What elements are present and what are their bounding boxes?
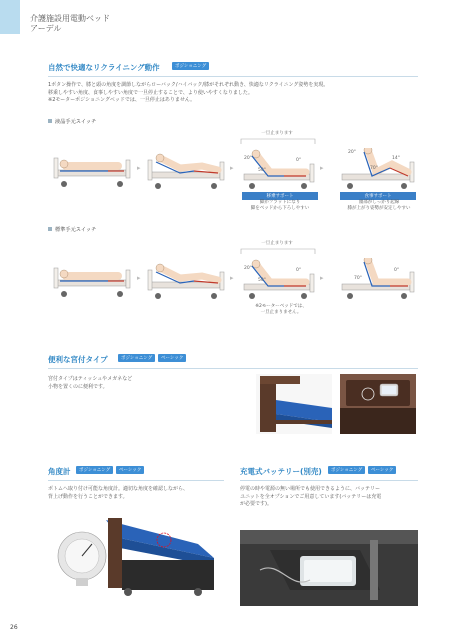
- angle-meter-desc-line-2: 背上げ動作を行うことができます。: [48, 493, 128, 500]
- angle-label: 14°: [392, 156, 400, 161]
- angle-meter-divider: [48, 480, 224, 481]
- angle-label: 0°: [394, 268, 400, 273]
- miyadai-bed-photo: [256, 374, 332, 434]
- angle-meter-description: [48, 486, 228, 501]
- angle-label: 20°: [244, 266, 252, 271]
- angle-label: 50°: [258, 278, 266, 283]
- standard-pause-bracket: [240, 248, 316, 254]
- angle-label: 70°: [354, 276, 362, 281]
- header-subtitle: アーデル: [30, 24, 62, 33]
- standard-switch-heading: [48, 226, 96, 233]
- transfer-support-badge: 移乗サポート: [242, 192, 318, 200]
- battery-photo: [240, 530, 418, 606]
- battery-section-title: 充電式バッテリー(別売): [240, 467, 322, 476]
- liquid-switch-heading: [48, 118, 96, 125]
- recline-divider: [48, 76, 418, 77]
- standard-pause-note: 一旦止まります: [261, 241, 293, 246]
- battery-desc-line-2: ユニットを全オプションでご用意しています(バッテリーは充電: [240, 493, 382, 500]
- angle-label: 0°: [296, 158, 302, 163]
- miyadai-tag-positioning: ポジショニング: [118, 354, 155, 362]
- transfer-caption-line-1: 脚がフラットになり: [259, 200, 301, 205]
- meal-caption-line-2: 膝が上がり姿勢が安定しやすい: [347, 206, 411, 211]
- recline-description: [48, 82, 433, 105]
- miyadai-desc-line-2: 小物を置くのに便利です。: [48, 383, 108, 390]
- angle-label: 20°: [348, 150, 356, 155]
- battery-divider: [240, 480, 418, 481]
- angle-meter-photo: [48, 508, 218, 604]
- arrow-right-icon: ▸: [320, 164, 324, 172]
- angle-meter-section-title: 角度計: [48, 467, 71, 476]
- battery-tag-positioning: ポジショニング: [328, 466, 365, 474]
- transfer-caption-line-2: 脚をベッドから下ろしやすい: [250, 206, 310, 211]
- miyadai-description: [48, 376, 228, 391]
- battery-description: [240, 486, 420, 509]
- transfer-support-caption: [236, 200, 324, 212]
- angle-label: 50°: [258, 168, 266, 173]
- recline-section-title: 自然で快適なリクライニング動作: [48, 63, 160, 72]
- miyadai-desc-line-1: 宮付タイプはティッシュやメガネなど: [48, 376, 133, 382]
- bed-illustration-pause-liquid: [240, 148, 318, 190]
- angle-label: 0°: [296, 268, 302, 273]
- meal-caption-line-1: 頭部がしっかり起線: [358, 200, 400, 205]
- arrow-right-icon: ▸: [137, 164, 141, 172]
- meal-support-caption: [332, 200, 426, 212]
- bed-illustration-final-standard: [338, 258, 418, 300]
- angle-meter-tag-positioning: ポジショニング: [76, 466, 113, 474]
- bed-illustration-back-raised: [146, 258, 228, 300]
- liquid-pause-note: 一旦止まります: [261, 131, 293, 136]
- angle-label: 70°: [370, 166, 378, 171]
- meal-support-badge: 食事サポート: [340, 192, 416, 200]
- bed-illustration-back-raised: [146, 148, 228, 190]
- recline-desc-line-3: ※2モーターポジショニングベッドでは、一旦停止はありません。: [48, 97, 196, 103]
- standard-footnote: [236, 304, 326, 316]
- arrow-right-icon: ▸: [230, 274, 234, 282]
- miyadai-divider: [48, 368, 418, 369]
- bed-illustration-flat: [52, 258, 134, 300]
- angle-meter-desc-line-1: ボトムへ取り付け可能な角度計。適切な角度を確認しながら、: [48, 486, 189, 492]
- recline-tag-positioning: ポジショニング: [172, 62, 209, 70]
- square-bullet-icon: [48, 119, 52, 123]
- arrow-right-icon: ▸: [230, 164, 234, 172]
- angle-meter-tag-basic: ベーシック: [116, 466, 144, 474]
- liquid-switch-heading-text: 液晶手元スイッチ: [55, 119, 97, 125]
- standard-footnote-line-2: 一旦止まりません。: [260, 310, 302, 315]
- battery-desc-line-3: が必要です)。: [240, 501, 272, 507]
- miyadai-shelf-photo: [340, 374, 416, 434]
- square-bullet-icon: [48, 227, 52, 231]
- recline-desc-line-2: 移乗しやすい角度、食事しやすい角度で一旦停止することで、より使いやすくなりました。: [48, 89, 253, 96]
- arrow-right-icon: ▸: [137, 274, 141, 282]
- liquid-pause-bracket: [240, 138, 316, 144]
- miyadai-section-title: 便利な宮付タイプ: [48, 355, 108, 364]
- arrow-right-icon: ▸: [320, 274, 324, 282]
- page-number: 26: [10, 624, 18, 631]
- header-color-band: [0, 0, 20, 34]
- header-title: 介護施設用電動ベッド: [30, 14, 110, 23]
- angle-label: 20°: [244, 156, 252, 161]
- miyadai-tag-basic: ベーシック: [158, 354, 186, 362]
- recline-desc-line-1: 1ボタン操作で、膝と頭の角度を調節しながらローバック/ハイバック/膝がそれぞれ動き、快適なリクライニング姿勢を実現。: [48, 82, 329, 88]
- bed-illustration-flat: [52, 148, 134, 190]
- standard-switch-heading-text: 標準手元スイッチ: [55, 227, 97, 233]
- standard-footnote-line-1: ※2モーターベッドでは、: [255, 304, 307, 309]
- bed-illustration-pause-standard: [240, 258, 318, 300]
- battery-desc-line-1: 停電の時や電源の無い場所でも使用できるように、バッテリー: [240, 486, 381, 492]
- battery-tag-basic: ベーシック: [368, 466, 396, 474]
